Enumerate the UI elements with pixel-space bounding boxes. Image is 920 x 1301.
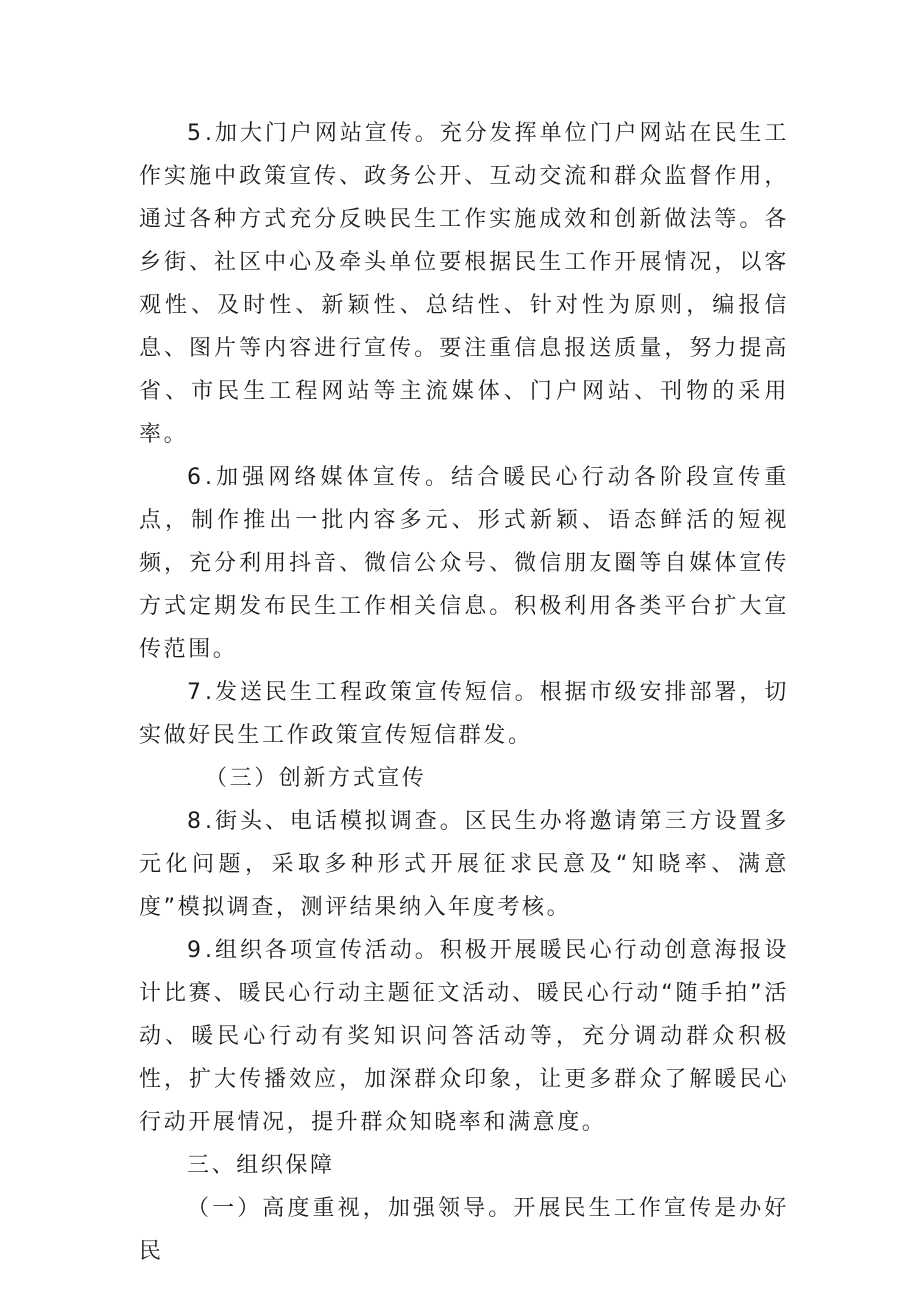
section-heading: 三、组织保障 xyxy=(187,1153,335,1178)
paragraph-9 xyxy=(139,929,789,1144)
paragraph-text: （一）高度重视，加强领导。开展民生工作宣传是办好民 xyxy=(139,1196,789,1264)
document-page xyxy=(139,112,789,1273)
paragraph-text: .发送民生工程政策宣传短信。根据市级安排部署，切实做好民生工作政策宣传短信群发。 xyxy=(139,680,789,748)
subsection-heading: （三）创新方式宣传 xyxy=(205,766,427,791)
paragraph-text: .街头、电话模拟调查。区民生办将邀请第三方设置多元化问题，采取多种形式开展征求民意及“知晓率、满意度”模拟调查，测评结果纳入年度考核。 xyxy=(139,809,789,920)
item-number: 8 xyxy=(187,809,205,834)
paragraph-last xyxy=(139,1187,789,1273)
paragraph-8 xyxy=(139,800,789,929)
item-number: 5 xyxy=(187,121,205,146)
paragraph-text: .加大门户网站宣传。充分发挥单位门户网站在民生工作实施中政策宣传、政务公开、互动交流和群众监督作用，通过各种方式充分反映民生工作实施成效和创新做法等。各乡街、社区中心及牵头单位要根据民生工作开展情况，以客观性、及时性、新颖性、总结性、针对性为原则，编报信息、图片等内容进行宣传。要注重信息报送质量，努力提高省、市民生工程网站等主流媒体、门户网站、刊物的采用率。 xyxy=(139,121,789,447)
item-number: 7 xyxy=(187,680,205,705)
paragraph-6 xyxy=(139,456,789,671)
paragraph-7 xyxy=(139,671,789,757)
item-number: 9 xyxy=(187,938,205,963)
paragraph-text: .加强网络媒体宣传。结合暖民心行动各阶段宣传重点，制作推出一批内容多元、形式新颖、语态鲜活的短视频，充分利用抖音、微信公众号、微信朋友圈等自媒体宣传方式定期发布民生工作相关信息。积极利用各类平台扩大宣传范围。 xyxy=(139,465,789,662)
paragraph-text: .组织各项宣传活动。积极开展暖民心行动创意海报设计比赛、暖民心行动主题征文活动、暖民心行动“随手拍”活动、暖民心行动有奖知识问答活动等，充分调动群众积极性，扩大传播效应，加深群众印象，让更多群众了解暖民心行动开展情况，提升群众知晓率和满意度。 xyxy=(139,938,789,1135)
item-number: 6 xyxy=(187,465,205,490)
paragraph-5 xyxy=(139,112,789,456)
